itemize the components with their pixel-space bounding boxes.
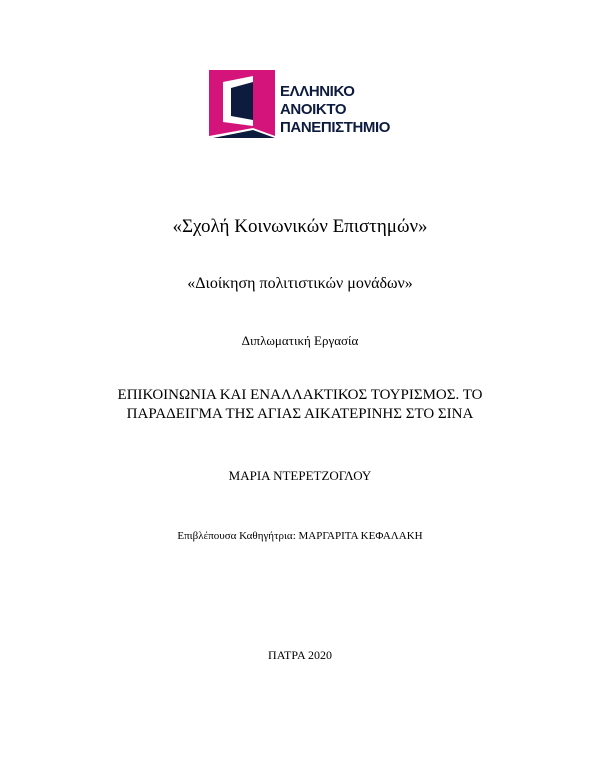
document-type: Διπλωματική Εργασία: [241, 333, 359, 348]
thesis-title-line-2: ΠΑΡΑΔΕΙΓΜΑ ΤΗΣ ΑΓΙΑΣ ΑΙΚΑΤΕΡΙΝΗΣ ΣΤΟ ΣΙΝΑ: [126, 406, 474, 422]
supervisor-line: Επιβλέπουσα Καθηγήτρια: ΜΑΡΓΑΡΙΤΑ ΚΕΦΑΛΑΚΗ: [177, 530, 423, 542]
author-name: ΜΑΡΙΑ ΝΤΕΡΕΤΖΟΓΛΟΥ: [228, 468, 372, 483]
logo-emblem-icon: [209, 68, 279, 138]
place-year: ΠΑΤΡΑ 2020: [268, 648, 332, 662]
program-name: «Διοίκηση πολιτιστικών μονάδων»: [187, 275, 413, 292]
school-name: «Σχολή Κοινωνικών Επιστημών»: [172, 216, 428, 237]
logo-wordmark: [280, 83, 390, 137]
logo-line-3: ΠΑΝΕΠΙΣΤΗΜΙΟ: [280, 119, 391, 136]
thesis-title-line-1: ΕΠΙΚΟΙΝΩΝΙΑ ΚΑΙ ΕΝΑΛΛΑΚΤΙΚΟΣ ΤΟΥΡΙΣΜΟΣ. ΤΟ: [117, 387, 483, 403]
thesis-title: [0, 386, 600, 424]
logo-line-2: ΑΝΟΙΚΤΟ: [280, 101, 347, 118]
logo-line-1: ΕΛΛΗΝΙΚΟ: [280, 83, 355, 100]
university-logo: [209, 68, 389, 138]
